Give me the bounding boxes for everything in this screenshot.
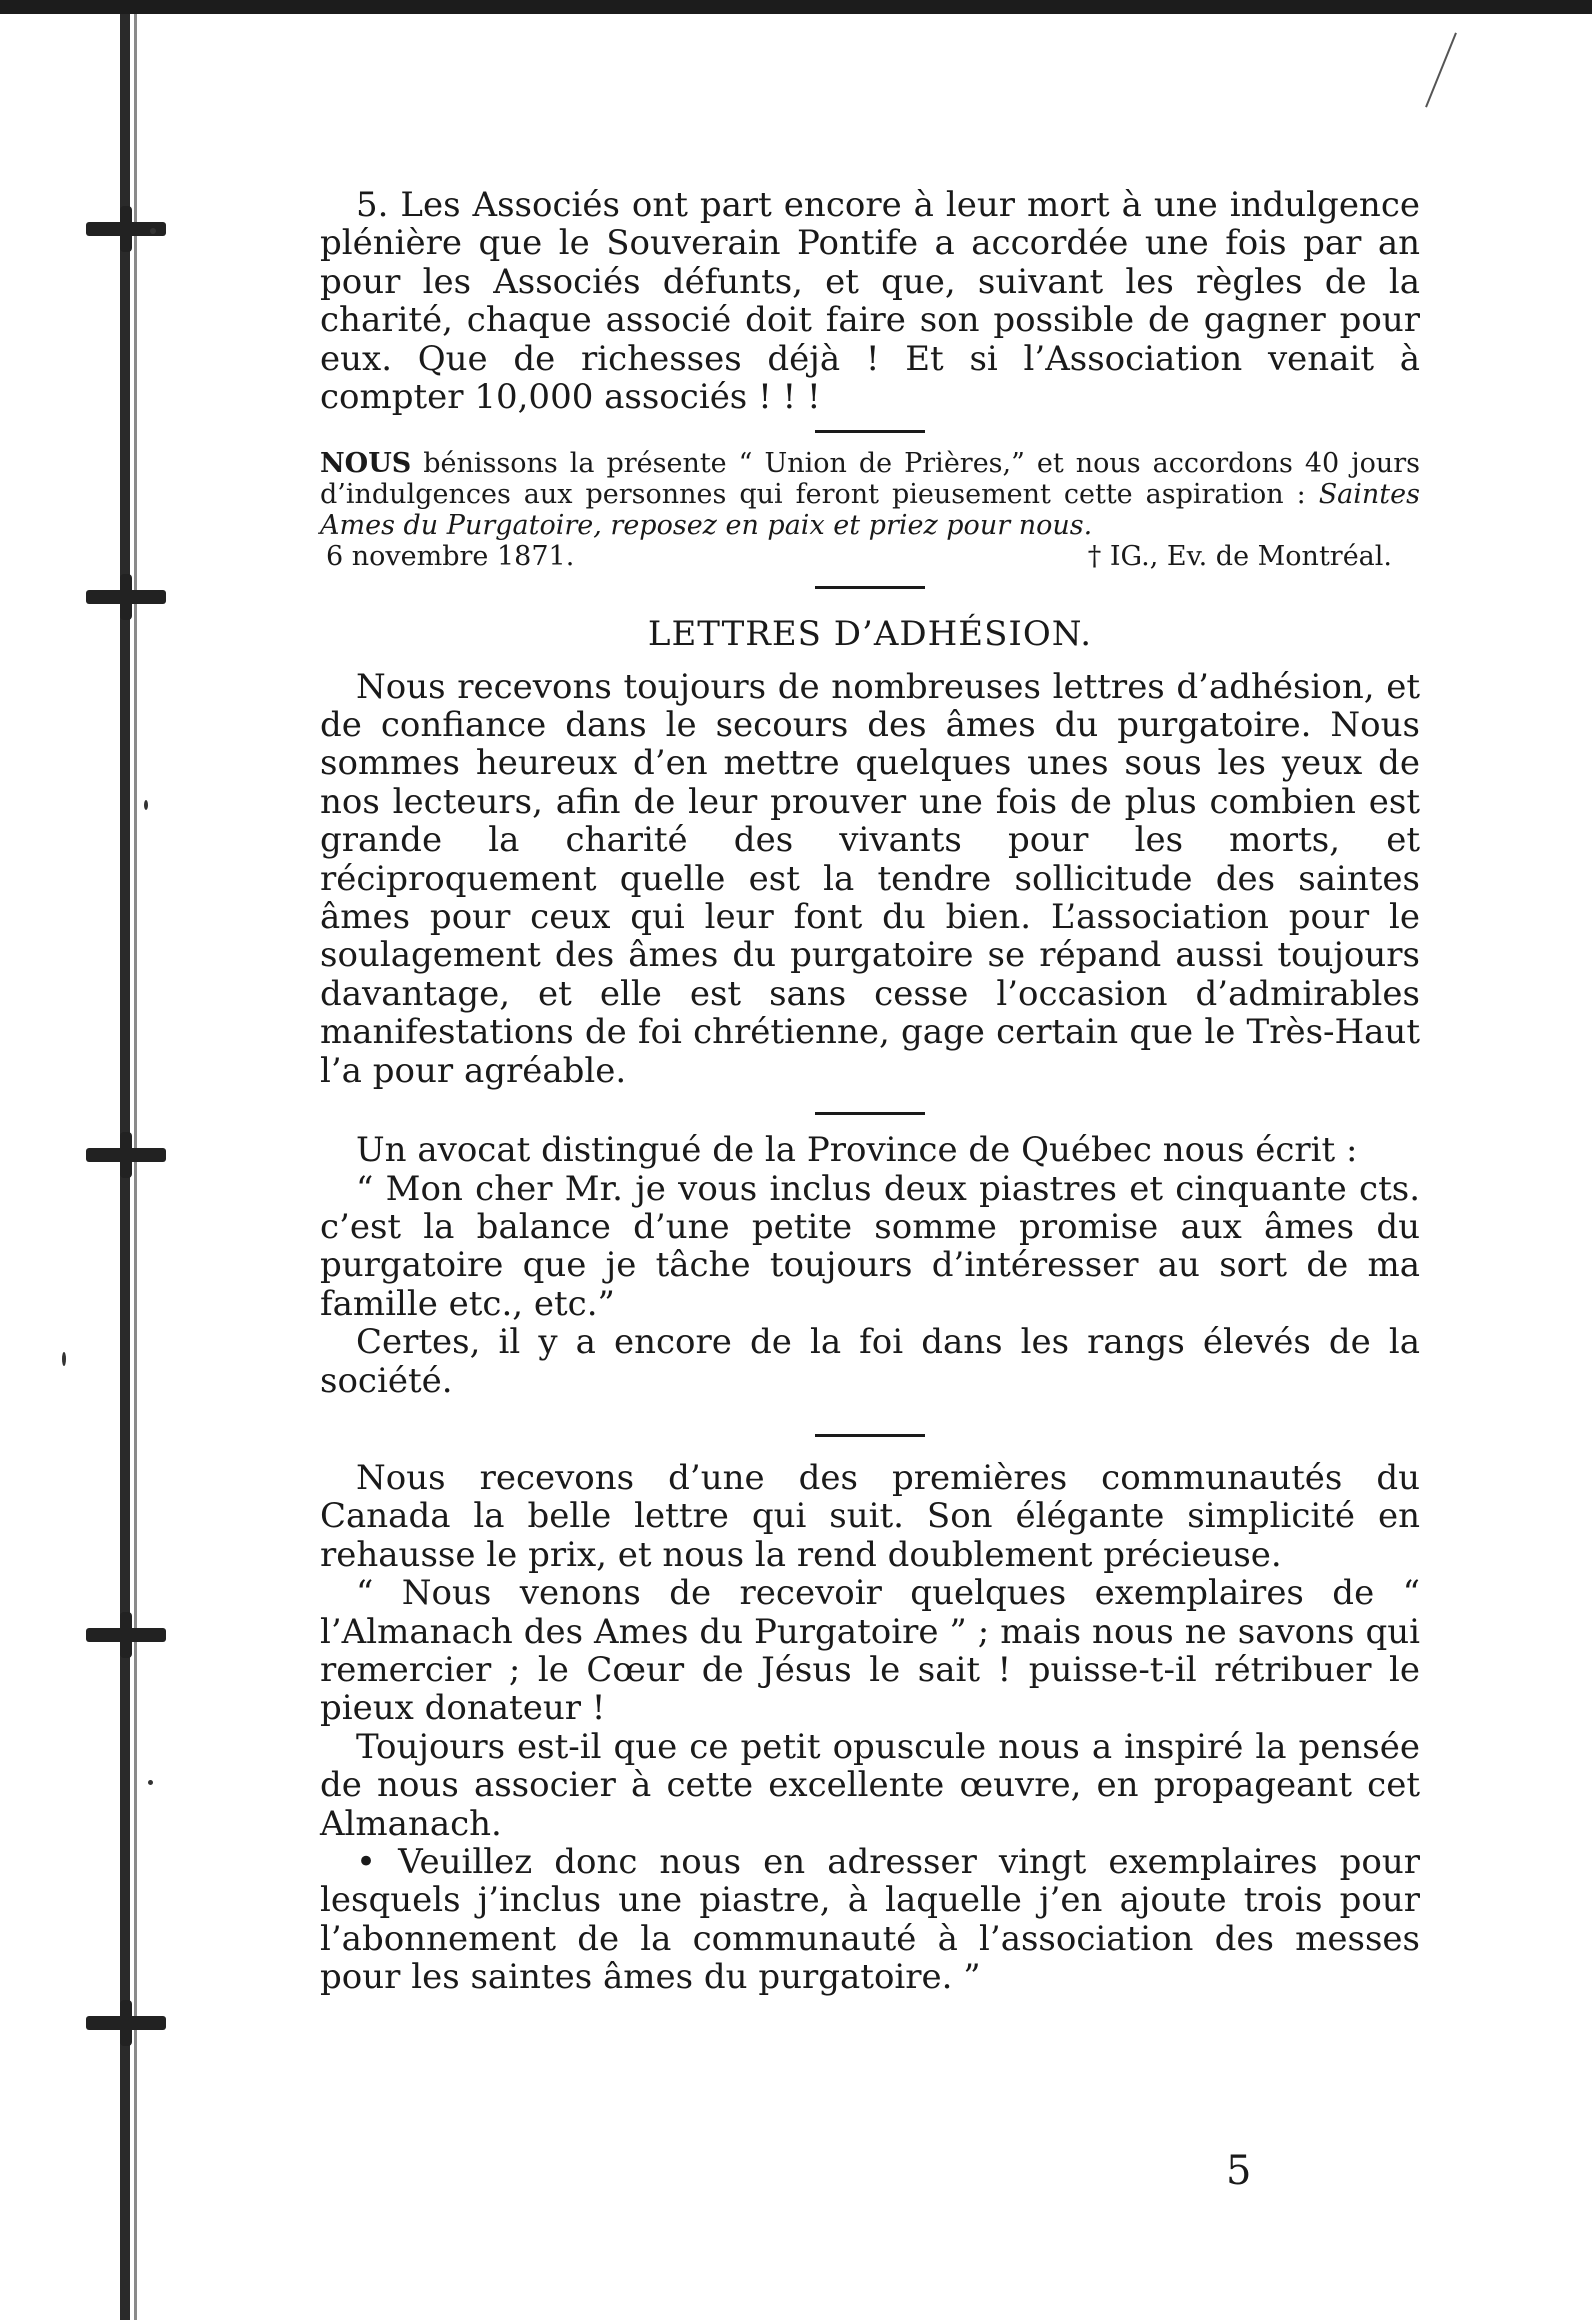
separator-rule [815,430,925,433]
letters-intro-paragraph: Nous recevons toujours de nombreuses lettres d’adhésion, et de confiance dans le secours des âmes du purgatoire. Nous sommes heureux d’en mettre quelques unes sous les yeux de nos lecteurs, afin de leur prouver une fois de plus combien est grande la charité des vivants pour les morts, et réciproquement quelle est la tendre sollicitude des saintes âmes pour ceux qui leur font du bien. L’association pour le soulagement des âmes du purgatoire se répand aussi toujours davantage, et elle est sans cesse l’occasion d’admirables manifestations de foi chrétienne, gage certain que le Très-Haut l’a pour agréable. [320,666,1420,1091]
item-5-paragraph: 5. Les Associés ont part encore à leur mort à une indulgence plénière que le Souverain Pontife a accordée une fois par an pour les Associés défunts, et que, suivant les règles de la charité, chaque associé doit faire son possible de gagner pour eux. Que de richesses déjà ! Et si l’Association venait à compter 10,000 associés ! ! ! [320,185,1420,418]
lawyer-comment: Certes, il y a encore de la foi dans les rangs élevés de la société. [320,1322,1420,1401]
binding-stitch [86,1148,166,1162]
approval-footer [320,542,1420,573]
scan-speck [148,1780,153,1785]
page-text [320,186,1420,1997]
community-quote-paragraph: • Veuillez donc nous en adresser vingt exemplaires pour lesquels j’inclus une piastre, à laquelle j’en ajoute trois pour l’abonnement de la communauté à l’association des messes pour les saintes âmes du purgatoire. ” [320,1842,1420,1998]
approval-signature: † IG., Ev. de Montréal. [1087,540,1392,572]
episcopal-approval [320,449,1420,541]
section-heading: LETTRES D’ADHÉSION. [647,614,1093,655]
community-quote-paragraph: “ Nous venons de recevoir quelques exemplaires de “ l’Almanach des Ames du Purgatoire ” ; mais nous ne savons qui remercier ; le Cœur de Jésus le sait ! puisse-t-il rétribuer le pieux donateur ! [320,1573,1420,1729]
binding-stitch [86,2016,166,2030]
binding-stitch [86,1628,166,1642]
scan-speck [150,228,156,234]
approval-text: bénissons la présente “ Union de Prières,” et nous accordons 40 jours d’indulgences aux personnes qui feront pieusement cette aspiration : [320,448,1420,511]
separator-rule [815,1112,925,1115]
scan-mark [1425,33,1457,108]
approval-aspiration: Saintes Ames du Purgatoire, reposez en paix et priez pour nous. [320,479,1420,541]
book-gutter-edge [134,14,137,2320]
separator-rule [815,1434,925,1437]
community-intro: Nous recevons d’une des premières communautés du Canada la belle lettre qui suit. Son élégante simplicité en rehausse le prix, et nous la rend doublement précieuse. [320,1457,1420,1575]
community-quote-paragraph: Toujours est-il que ce petit opuscule nous a inspiré la pensée de nous associer à cette excellente œuvre, en propageant cet Almanach. [320,1726,1420,1844]
binding-stitch [86,590,166,604]
scan-speck [62,1352,66,1366]
scan-speck [144,800,148,810]
lawyer-quote: “ Mon cher Mr. je vous inclus deux piastres et cinquante cts. c’est la balance d’une petite somme promise aux âmes du purgatoire que je tâche toujours d’intéresser au sort de ma famille etc., etc.” [320,1168,1420,1324]
separator-rule [815,586,925,589]
approval-lead: NOUS [320,448,412,480]
approval-date: 6 novembre 1871. [326,540,575,572]
lawyer-intro: Un avocat distingué de la Province de Québec nous écrit : [356,1130,1358,1171]
page-number: 5 [1226,2148,1252,2194]
scan-top-border [0,0,1592,14]
